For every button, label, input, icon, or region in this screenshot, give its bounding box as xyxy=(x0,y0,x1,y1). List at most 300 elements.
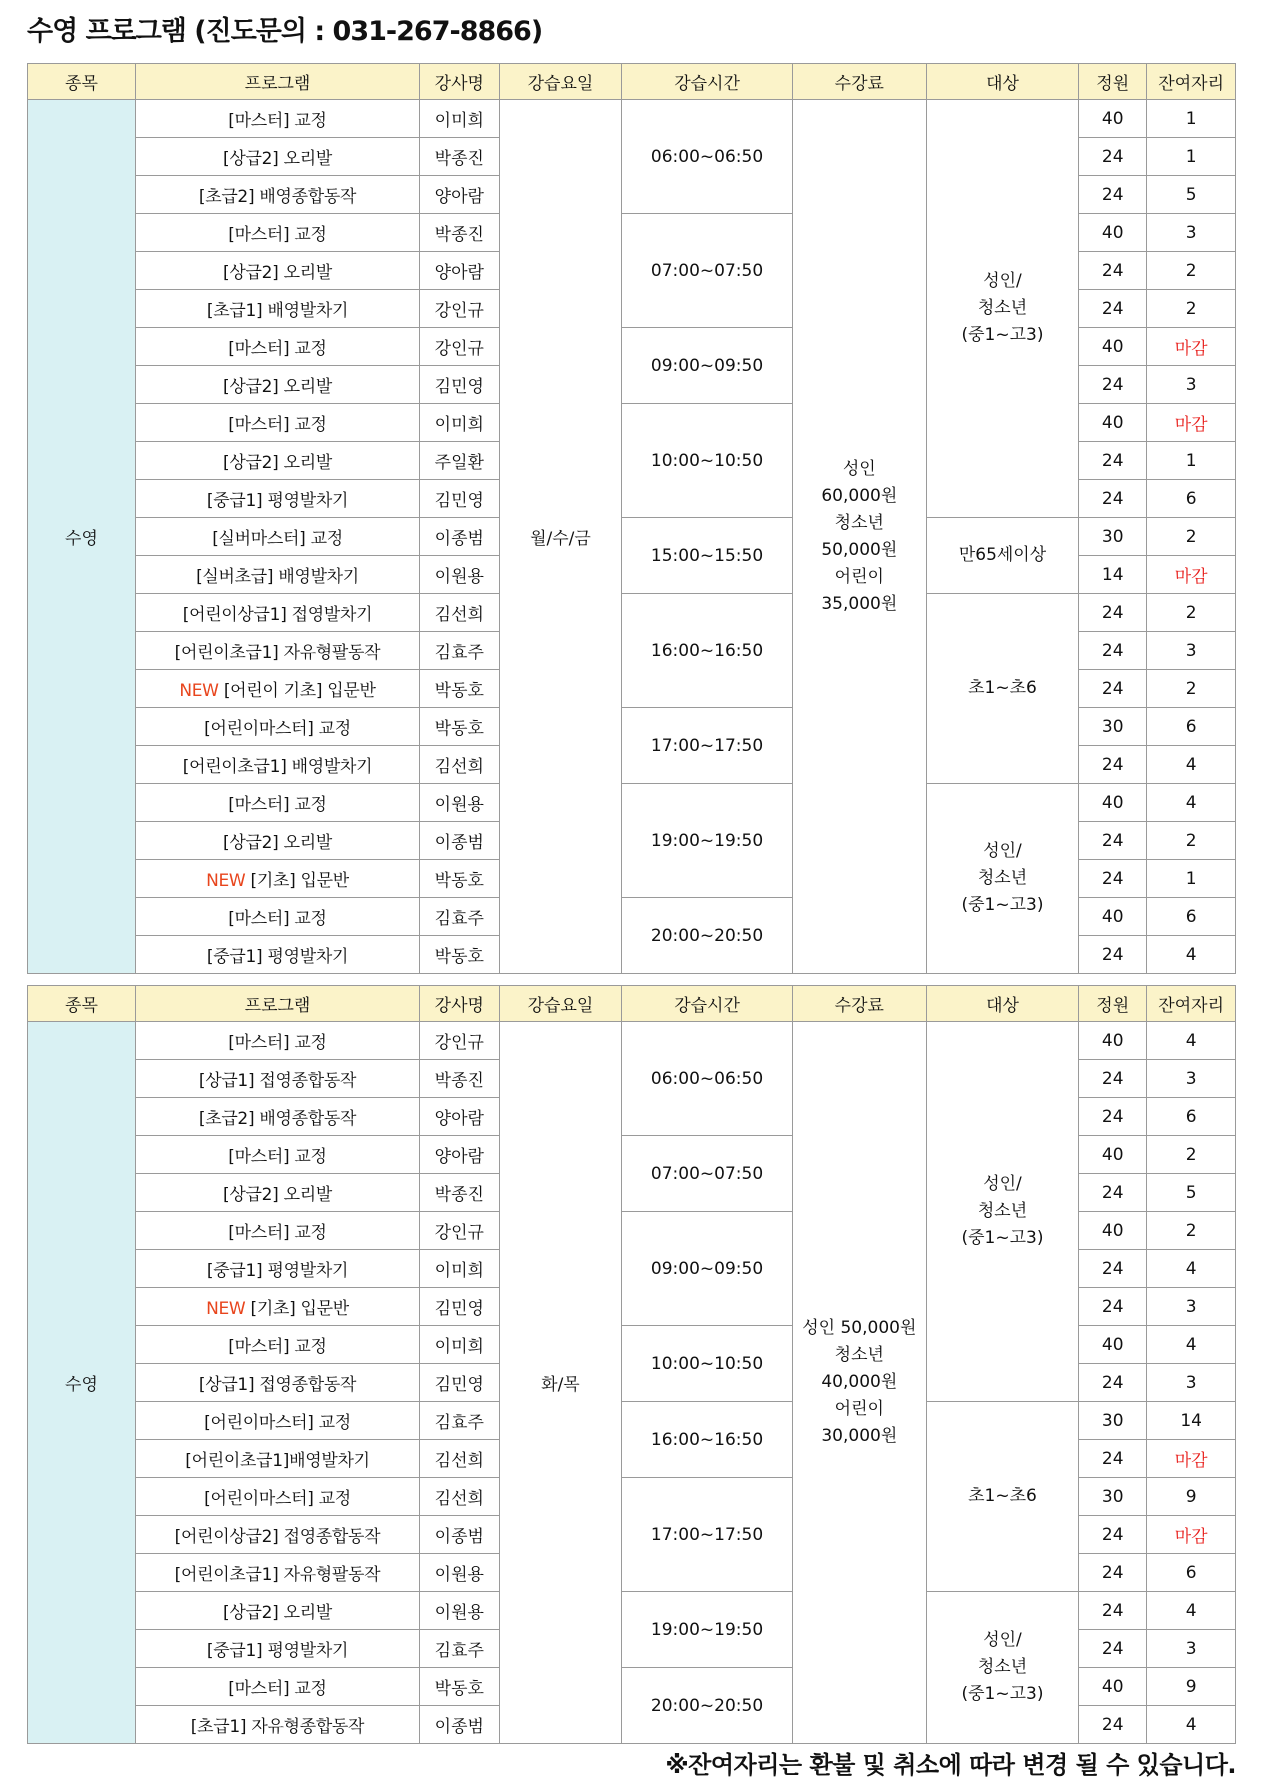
fee-line: 60,000원 xyxy=(821,485,898,506)
time-cell: 19:00~19:50 xyxy=(622,1592,792,1668)
time-cell: 06:00~06:50 xyxy=(622,1022,792,1136)
time-cell: 15:00~15:50 xyxy=(622,518,792,594)
program-cell xyxy=(135,290,419,328)
instructor-cell: 이원용 xyxy=(420,1592,500,1630)
capacity-cell: 40 xyxy=(1079,328,1147,366)
instructor-cell: 강인규 xyxy=(420,290,500,328)
instructor-cell: 박종진 xyxy=(420,138,500,176)
program-name: [마스터] 교정 xyxy=(228,339,327,359)
program-name: [상급1] 접영종합동작 xyxy=(198,1071,357,1091)
program-cell xyxy=(135,670,419,708)
instructor-cell: 이원용 xyxy=(420,784,500,822)
fee-line: 어린이 xyxy=(834,566,884,587)
column-header: 강사명 xyxy=(420,986,500,1022)
time-cell: 20:00~20:50 xyxy=(622,898,792,974)
target-cell xyxy=(926,518,1078,594)
capacity-cell: 24 xyxy=(1079,1516,1147,1554)
target-line: (중1~고3) xyxy=(961,325,1044,345)
instructor-cell: 주일환 xyxy=(420,442,500,480)
fee-line: 50,000원 xyxy=(821,539,898,560)
remaining-cell: 9 xyxy=(1147,1668,1236,1706)
instructor-cell: 양아람 xyxy=(420,252,500,290)
instructor-cell: 박동호 xyxy=(420,1668,500,1706)
instructor-cell: 박종진 xyxy=(420,1174,500,1212)
capacity-cell: 24 xyxy=(1079,1440,1147,1478)
program-cell xyxy=(135,252,419,290)
program-name: [상급2] 오리발 xyxy=(223,833,332,853)
capacity-cell: 30 xyxy=(1079,1402,1147,1440)
target-line: 청소년 xyxy=(977,1201,1028,1221)
fee-line: 성인 xyxy=(842,458,876,479)
remaining-cell: 3 xyxy=(1147,1060,1236,1098)
table-row xyxy=(28,1022,1236,1060)
program-cell xyxy=(135,1288,419,1326)
program-name: [어린이상급2] 접영종합동작 xyxy=(174,1527,381,1547)
instructor-cell: 이종범 xyxy=(420,1516,500,1554)
remaining-cell: 2 xyxy=(1147,822,1236,860)
program-name: [실버마스터] 교정 xyxy=(212,529,343,549)
instructor-cell: 이미희 xyxy=(420,100,500,138)
column-header: 강습요일 xyxy=(499,64,622,100)
program-cell xyxy=(135,1592,419,1630)
program-name: [어린이초급1] 배영발차기 xyxy=(182,757,373,777)
program-name: [기초] 입문반 xyxy=(250,1299,349,1319)
instructor-cell: 강인규 xyxy=(420,328,500,366)
capacity-cell: 30 xyxy=(1079,1478,1147,1516)
capacity-cell: 40 xyxy=(1079,1668,1147,1706)
program-name: [마스터] 교정 xyxy=(228,795,327,815)
remaining-cell: 1 xyxy=(1147,442,1236,480)
program-name: [어린이마스터] 교정 xyxy=(204,719,351,739)
program-cell xyxy=(135,366,419,404)
target-cell xyxy=(926,784,1078,974)
page-title: 수영 프로그램 (진도문의 : 031-267-8866) xyxy=(27,16,543,47)
remaining-cell: 2 xyxy=(1147,518,1236,556)
target-line: 초1~초6 xyxy=(968,1486,1037,1506)
table-row xyxy=(28,1592,1236,1630)
instructor-cell: 이원용 xyxy=(420,1554,500,1592)
capacity-cell: 24 xyxy=(1079,1554,1147,1592)
instructor-cell: 박동호 xyxy=(420,860,500,898)
remaining-closed-cell: 마감 xyxy=(1147,1440,1236,1478)
category-label: 수영 xyxy=(65,1375,98,1395)
program-cell xyxy=(135,1668,419,1706)
target-cell xyxy=(926,1022,1078,1402)
remaining-cell: 2 xyxy=(1147,1212,1236,1250)
remaining-cell: 5 xyxy=(1147,176,1236,214)
header-row xyxy=(28,986,1236,1022)
program-cell xyxy=(135,480,419,518)
program-name: [상급2] 오리발 xyxy=(223,453,332,473)
column-header: 정원 xyxy=(1079,64,1147,100)
fee-line: 청소년 xyxy=(834,1345,884,1365)
program-cell xyxy=(135,1402,419,1440)
remaining-cell: 2 xyxy=(1147,252,1236,290)
column-header: 종목 xyxy=(28,986,136,1022)
fee-line: 40,000원 xyxy=(821,1372,898,1392)
program-cell xyxy=(135,1706,419,1744)
program-name: [중급1] 평영발차기 xyxy=(206,491,349,511)
program-cell xyxy=(135,214,419,252)
target-cell xyxy=(926,1402,1078,1592)
program-name: [어린이상급1] 접영발차기 xyxy=(182,605,373,625)
remaining-cell: 3 xyxy=(1147,1288,1236,1326)
capacity-cell: 24 xyxy=(1079,1060,1147,1098)
remaining-cell: 2 xyxy=(1147,670,1236,708)
schedule-table-mon-wed-fri xyxy=(27,63,1236,974)
target-cell xyxy=(926,594,1078,784)
instructor-cell: 강인규 xyxy=(420,1212,500,1250)
program-cell xyxy=(135,328,419,366)
target-line: 초1~초6 xyxy=(968,678,1037,698)
program-name: [마스터] 교정 xyxy=(228,909,327,929)
time-cell: 20:00~20:50 xyxy=(622,1668,792,1744)
capacity-cell: 40 xyxy=(1079,1326,1147,1364)
program-cell xyxy=(135,632,419,670)
days-cell xyxy=(499,100,622,974)
instructor-cell: 강인규 xyxy=(420,1022,500,1060)
column-header: 대상 xyxy=(926,986,1078,1022)
instructor-cell: 양아람 xyxy=(420,1098,500,1136)
remaining-cell: 5 xyxy=(1147,1174,1236,1212)
program-name: [상급1] 접영종합동작 xyxy=(198,1375,357,1395)
fee-cell xyxy=(792,100,926,974)
program-cell xyxy=(135,1098,419,1136)
program-cell xyxy=(135,936,419,974)
instructor-cell: 김효주 xyxy=(420,1402,500,1440)
remaining-cell: 2 xyxy=(1147,594,1236,632)
program-name: [마스터] 교정 xyxy=(228,1033,327,1053)
new-badge: NEW xyxy=(179,681,219,701)
time-cell: 10:00~10:50 xyxy=(622,1326,792,1402)
program-name: [상급2] 오리발 xyxy=(223,1185,332,1205)
remaining-cell: 4 xyxy=(1147,1250,1236,1288)
remaining-cell: 3 xyxy=(1147,214,1236,252)
column-header: 강사명 xyxy=(420,64,500,100)
program-name: [어린이마스터] 교정 xyxy=(204,1489,351,1509)
column-header: 강습요일 xyxy=(499,986,622,1022)
capacity-cell: 24 xyxy=(1079,1098,1147,1136)
remaining-closed-cell: 마감 xyxy=(1147,328,1236,366)
remaining-cell: 3 xyxy=(1147,1630,1236,1668)
program-name: [중급1] 평영발차기 xyxy=(206,947,349,967)
capacity-cell: 24 xyxy=(1079,936,1147,974)
instructor-cell: 김선희 xyxy=(420,746,500,784)
schedule-table-tue-thu xyxy=(27,985,1236,1744)
time-cell: 19:00~19:50 xyxy=(622,784,792,898)
instructor-cell: 박종진 xyxy=(420,1060,500,1098)
column-header: 프로그램 xyxy=(135,986,419,1022)
fee-line: 성인 50,000원 xyxy=(802,1318,917,1338)
program-name: [기초] 입문반 xyxy=(250,871,349,891)
program-name: [마스터] 교정 xyxy=(228,1337,327,1357)
remaining-cell: 1 xyxy=(1147,138,1236,176)
target-line: (중1~고3) xyxy=(961,1684,1044,1704)
capacity-cell: 24 xyxy=(1079,822,1147,860)
capacity-cell: 24 xyxy=(1079,1174,1147,1212)
remaining-cell: 6 xyxy=(1147,898,1236,936)
capacity-cell: 24 xyxy=(1079,1706,1147,1744)
time-cell: 16:00~16:50 xyxy=(622,594,792,708)
remaining-cell: 4 xyxy=(1147,746,1236,784)
program-name: [마스터] 교정 xyxy=(228,1679,327,1699)
target-line: 성인/ xyxy=(983,841,1022,861)
category-cell xyxy=(28,1022,136,1744)
program-cell xyxy=(135,1516,419,1554)
column-header: 프로그램 xyxy=(135,64,419,100)
remaining-cell: 2 xyxy=(1147,290,1236,328)
remaining-cell: 4 xyxy=(1147,1706,1236,1744)
program-cell xyxy=(135,176,419,214)
capacity-cell: 30 xyxy=(1079,518,1147,556)
program-name: [초급1] 자유형종합동작 xyxy=(190,1717,365,1737)
time-cell: 17:00~17:50 xyxy=(622,708,792,784)
table-row xyxy=(28,100,1236,138)
capacity-cell: 24 xyxy=(1079,632,1147,670)
program-name: [어린이 기초] 입문반 xyxy=(223,681,376,701)
instructor-cell: 김효주 xyxy=(420,632,500,670)
capacity-cell: 40 xyxy=(1079,404,1147,442)
remaining-cell: 4 xyxy=(1147,1326,1236,1364)
column-header: 수강료 xyxy=(792,64,926,100)
capacity-cell: 24 xyxy=(1079,1592,1147,1630)
capacity-cell: 24 xyxy=(1079,290,1147,328)
program-cell xyxy=(135,442,419,480)
remaining-cell: 6 xyxy=(1147,1098,1236,1136)
days-cell xyxy=(499,1022,622,1744)
program-name: [어린이초급1] 자유형팔동작 xyxy=(174,643,381,663)
instructor-cell: 김민영 xyxy=(420,1364,500,1402)
instructor-cell: 김효주 xyxy=(420,1630,500,1668)
remaining-cell: 3 xyxy=(1147,632,1236,670)
remaining-closed-cell: 마감 xyxy=(1147,404,1236,442)
program-name: [어린이초급1] 자유형팔동작 xyxy=(174,1565,381,1585)
capacity-cell: 40 xyxy=(1079,100,1147,138)
capacity-cell: 40 xyxy=(1079,898,1147,936)
time-cell: 10:00~10:50 xyxy=(622,404,792,518)
instructor-cell: 이원용 xyxy=(420,556,500,594)
capacity-cell: 24 xyxy=(1079,1250,1147,1288)
program-cell xyxy=(135,518,419,556)
fee-line: 어린이 xyxy=(834,1399,884,1419)
remaining-closed-cell: 마감 xyxy=(1147,556,1236,594)
capacity-cell: 24 xyxy=(1079,1630,1147,1668)
remaining-cell: 3 xyxy=(1147,366,1236,404)
column-header: 종목 xyxy=(28,64,136,100)
program-name: [마스터] 교정 xyxy=(228,415,327,435)
instructor-cell: 김민영 xyxy=(420,480,500,518)
column-header: 정원 xyxy=(1079,986,1147,1022)
target-line: (중1~고3) xyxy=(961,1228,1044,1248)
remaining-cell: 4 xyxy=(1147,784,1236,822)
time-cell: 17:00~17:50 xyxy=(622,1478,792,1592)
capacity-cell: 14 xyxy=(1079,556,1147,594)
time-cell: 09:00~09:50 xyxy=(622,328,792,404)
program-name: [어린이초급1]배영발차기 xyxy=(185,1451,370,1471)
new-badge: NEW xyxy=(206,871,246,891)
time-cell: 06:00~06:50 xyxy=(622,100,792,214)
program-name: [중급1] 평영발차기 xyxy=(206,1261,349,1281)
fee-line: 35,000원 xyxy=(821,593,898,614)
category-cell xyxy=(28,100,136,974)
target-line: 성인/ xyxy=(983,1174,1022,1194)
instructor-cell: 박동호 xyxy=(420,670,500,708)
capacity-cell: 24 xyxy=(1079,366,1147,404)
capacity-cell: 24 xyxy=(1079,176,1147,214)
program-cell xyxy=(135,556,419,594)
program-name: [마스터] 교정 xyxy=(228,1223,327,1243)
program-cell xyxy=(135,1630,419,1668)
target-line: 만65세이상 xyxy=(958,545,1047,565)
capacity-cell: 40 xyxy=(1079,1136,1147,1174)
remaining-cell: 4 xyxy=(1147,1592,1236,1630)
instructor-cell: 박종진 xyxy=(420,214,500,252)
remaining-cell: 1 xyxy=(1147,100,1236,138)
instructor-cell: 김효주 xyxy=(420,898,500,936)
program-cell xyxy=(135,1440,419,1478)
instructor-cell: 김민영 xyxy=(420,1288,500,1326)
program-cell xyxy=(135,404,419,442)
program-name: [실버초급] 배영발차기 xyxy=(196,567,359,587)
instructor-cell: 김선희 xyxy=(420,594,500,632)
fee-line: 청소년 xyxy=(834,512,884,533)
capacity-cell: 24 xyxy=(1079,1288,1147,1326)
capacity-cell: 24 xyxy=(1079,480,1147,518)
column-header: 잔여자리 xyxy=(1147,986,1236,1022)
target-cell xyxy=(926,1592,1078,1744)
program-cell xyxy=(135,784,419,822)
remaining-cell: 6 xyxy=(1147,480,1236,518)
program-cell xyxy=(135,1326,419,1364)
remaining-closed-cell: 마감 xyxy=(1147,1516,1236,1554)
remaining-cell: 14 xyxy=(1147,1402,1236,1440)
remaining-cell: 2 xyxy=(1147,1136,1236,1174)
capacity-cell: 40 xyxy=(1079,1022,1147,1060)
program-cell xyxy=(135,1136,419,1174)
program-name: [어린이마스터] 교정 xyxy=(204,1413,351,1433)
target-line: 성인/ xyxy=(983,271,1022,291)
target-line: 청소년 xyxy=(977,1657,1028,1677)
program-cell xyxy=(135,708,419,746)
remaining-cell: 4 xyxy=(1147,936,1236,974)
program-name: [초급1] 배영발차기 xyxy=(206,301,349,321)
column-header: 강습시간 xyxy=(622,986,792,1022)
program-name: [초급2] 배영종합동작 xyxy=(198,1109,357,1129)
target-line: 성인/ xyxy=(983,1630,1022,1650)
capacity-cell: 24 xyxy=(1079,1364,1147,1402)
capacity-cell: 24 xyxy=(1079,442,1147,480)
footnote: ※잔여자리는 환불 및 취소에 따라 변경 될 수 있습니다. xyxy=(665,1751,1236,1779)
instructor-cell: 양아람 xyxy=(420,1136,500,1174)
program-cell xyxy=(135,1212,419,1250)
capacity-cell: 40 xyxy=(1079,784,1147,822)
capacity-cell: 30 xyxy=(1079,708,1147,746)
capacity-cell: 24 xyxy=(1079,860,1147,898)
instructor-cell: 김선희 xyxy=(420,1478,500,1516)
header-row xyxy=(28,64,1236,100)
capacity-cell: 24 xyxy=(1079,252,1147,290)
program-cell xyxy=(135,898,419,936)
program-cell xyxy=(135,860,419,898)
column-header: 수강료 xyxy=(792,986,926,1022)
program-name: [상급2] 오리발 xyxy=(223,149,332,169)
instructor-cell: 이미희 xyxy=(420,1326,500,1364)
table-row xyxy=(28,1402,1236,1440)
program-cell xyxy=(135,1554,419,1592)
column-header: 대상 xyxy=(926,64,1078,100)
column-header: 강습시간 xyxy=(622,64,792,100)
program-cell xyxy=(135,1174,419,1212)
time-cell: 07:00~07:50 xyxy=(622,214,792,328)
capacity-cell: 24 xyxy=(1079,594,1147,632)
fee-cell xyxy=(792,1022,926,1744)
column-header: 잔여자리 xyxy=(1147,64,1236,100)
program-name: [초급2] 배영종합동작 xyxy=(198,187,357,207)
fee-line: 30,000원 xyxy=(821,1426,898,1446)
program-cell xyxy=(135,1060,419,1098)
instructor-cell: 양아람 xyxy=(420,176,500,214)
new-badge: NEW xyxy=(206,1299,246,1319)
target-line: 청소년 xyxy=(977,298,1028,318)
table-row xyxy=(28,784,1236,822)
remaining-cell: 6 xyxy=(1147,708,1236,746)
target-line: 청소년 xyxy=(977,868,1028,888)
table-row xyxy=(28,594,1236,632)
table-row xyxy=(28,518,1236,556)
program-name: [마스터] 교정 xyxy=(228,1147,327,1167)
instructor-cell: 박동호 xyxy=(420,936,500,974)
days-label: 월/수/금 xyxy=(530,529,591,549)
time-cell: 09:00~09:50 xyxy=(622,1212,792,1326)
days-label: 화/목 xyxy=(541,1375,580,1395)
time-cell: 16:00~16:50 xyxy=(622,1402,792,1478)
instructor-cell: 박동호 xyxy=(420,708,500,746)
instructor-cell: 이미희 xyxy=(420,1250,500,1288)
program-cell xyxy=(135,100,419,138)
program-cell xyxy=(135,746,419,784)
capacity-cell: 24 xyxy=(1079,746,1147,784)
target-cell xyxy=(926,100,1078,518)
capacity-cell: 24 xyxy=(1079,138,1147,176)
program-name: [마스터] 교정 xyxy=(228,225,327,245)
capacity-cell: 40 xyxy=(1079,214,1147,252)
instructor-cell: 김민영 xyxy=(420,366,500,404)
program-name: [상급2] 오리발 xyxy=(223,377,332,397)
category-label: 수영 xyxy=(65,529,98,549)
remaining-cell: 9 xyxy=(1147,1478,1236,1516)
instructor-cell: 이종범 xyxy=(420,822,500,860)
time-cell: 07:00~07:50 xyxy=(622,1136,792,1212)
program-cell xyxy=(135,1250,419,1288)
program-name: [마스터] 교정 xyxy=(228,111,327,131)
instructor-cell: 이종범 xyxy=(420,518,500,556)
program-cell xyxy=(135,138,419,176)
remaining-cell: 3 xyxy=(1147,1364,1236,1402)
program-cell xyxy=(135,594,419,632)
capacity-cell: 40 xyxy=(1079,1212,1147,1250)
instructor-cell: 김선희 xyxy=(420,1440,500,1478)
program-name: [상급2] 오리발 xyxy=(223,1603,332,1623)
program-cell xyxy=(135,1478,419,1516)
program-cell xyxy=(135,822,419,860)
instructor-cell: 이미희 xyxy=(420,404,500,442)
program-cell xyxy=(135,1022,419,1060)
remaining-cell: 1 xyxy=(1147,860,1236,898)
capacity-cell: 24 xyxy=(1079,670,1147,708)
remaining-cell: 6 xyxy=(1147,1554,1236,1592)
target-line: (중1~고3) xyxy=(961,895,1044,915)
remaining-cell: 4 xyxy=(1147,1022,1236,1060)
